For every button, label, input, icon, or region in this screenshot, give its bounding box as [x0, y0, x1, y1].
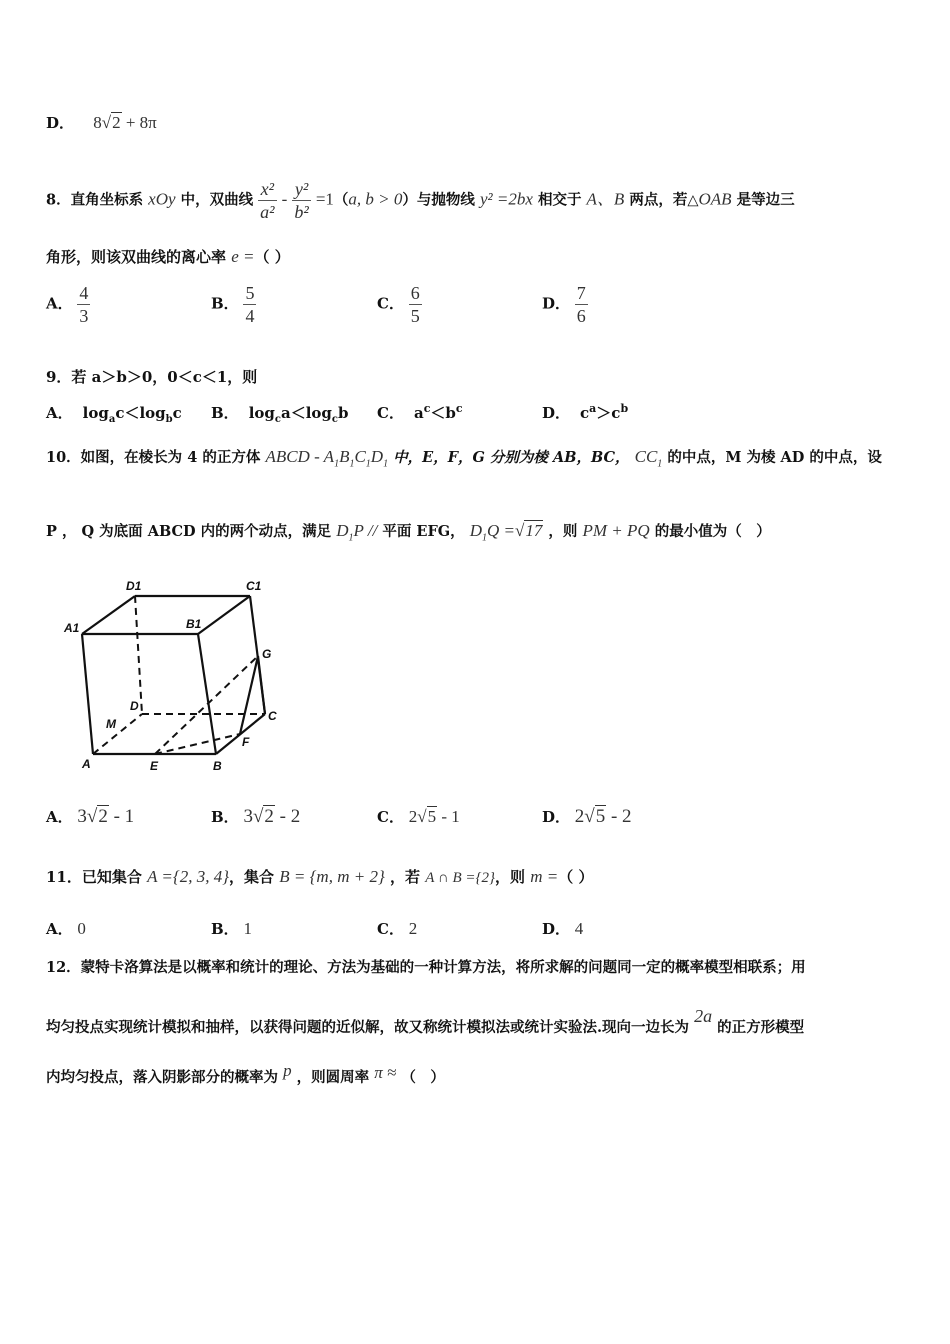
- q8-option-d[interactable]: D． $\frac{7}{6}$: [542, 283, 586, 326]
- label-f: F: [242, 735, 250, 749]
- cube-figure: [60, 572, 290, 772]
- q10-option-a[interactable]: A． 3√2 - 1: [46, 806, 135, 827]
- q11-option-a[interactable]: A． 0: [46, 919, 86, 938]
- set-b: B = {m, m + 2}: [279, 867, 385, 886]
- q10-option-b[interactable]: B． 3√2 - 2: [211, 806, 301, 827]
- fraction-y2-b2: $\frac{\text{y²}}{\text{b²}}$: [294, 179, 309, 222]
- label-e: E: [150, 759, 159, 772]
- label-d: D: [130, 699, 139, 713]
- q8-option-a[interactable]: A． $\frac{4}{3}$: [46, 283, 89, 326]
- edge-a1d1: [82, 596, 135, 634]
- xoy-symbol: xOy: [148, 189, 176, 209]
- q9-option-b[interactable]: B． $\log_ca<\log_cb$: [211, 404, 349, 425]
- label-b1: B1: [186, 617, 202, 631]
- edge-b1b: [198, 634, 216, 754]
- q11-option-c[interactable]: C． 2: [377, 919, 418, 938]
- q9-option-d[interactable]: D． $c^a>c^b$: [542, 402, 629, 422]
- edge-ad-hidden: [93, 714, 142, 754]
- q9-option-a[interactable]: A． $\log_ac<\log_bc$: [46, 404, 182, 425]
- cube-name: ABCD - $A_1B_1C_1D_1$: [265, 447, 389, 470]
- label-d1: D1: [126, 579, 142, 593]
- q8-option-b[interactable]: B． $\frac{5}{4}$: [211, 283, 255, 326]
- option-value: 8√2 + 8π: [93, 113, 157, 132]
- edge-a1a: [82, 634, 93, 754]
- option-label: D．: [46, 114, 75, 132]
- q8-option-c[interactable]: C． $\frac{6}{5}$: [377, 283, 420, 326]
- set-a: A ={2, 3, 4}: [147, 867, 230, 886]
- q7-option-d: [46, 112, 157, 133]
- edge-b1c1: [198, 596, 250, 634]
- q12-stem-line1: 12．蒙特卡洛算法是以概率和统计的理论、方法为基础的一种计算方法，将所求解的问题同一定的概率模型相联系；用: [46, 959, 806, 976]
- q11-stem: 11．已知集合 A ={2, 3, 4}，集合 B = {m, m + 2} ，若 A ∩ B ={2}，则 m =（ ）: [46, 867, 594, 886]
- label-c: C: [268, 709, 277, 723]
- q12-stem-line3: 内均匀投点，落入阴影部分的概率为 p ，则圆周率 π ≈ （ ）: [46, 1061, 445, 1086]
- label-a: A: [82, 757, 91, 771]
- q9-stem: 9．若 a＞b＞0，0＜c＜1，则: [46, 368, 258, 386]
- q10-option-d[interactable]: D． 2√5 - 2: [542, 806, 632, 827]
- fraction-x2-a2: $\frac{\text{x²}}{\text{a²}}$: [260, 179, 275, 222]
- label-a1: A1: [64, 621, 80, 635]
- label-m: M: [106, 717, 116, 731]
- label-c1: C1: [246, 579, 262, 593]
- label-g: G: [262, 647, 272, 661]
- edge-d1d-hidden: [135, 596, 142, 714]
- q9-option-c[interactable]: C． $a^c<b^c$: [377, 402, 463, 422]
- edge-gc: [258, 656, 265, 714]
- q10-stem-line1: 10．如图，在棱长为 4 的正方体 ABCD - $A_1B_1C_1D_1$ 中，E，F，G 分别为棱 AB，BC， $CC_1$ 的中点，M 为棱 AD 的中点，设: [46, 447, 882, 470]
- q8-stem-line2: 角形，则该双曲线的离心率 e =（ ）: [46, 247, 290, 266]
- parabola-equation: y² =2bx: [479, 189, 533, 209]
- q12-stem-line2: 均匀投点实现统计模拟和抽样，以获得问题的近似解，故又称统计模拟法或统计实验法.现向一边长为 2a 的正方形模型: [46, 1006, 805, 1036]
- q11-option-b[interactable]: B． 1: [211, 919, 252, 938]
- q11-option-d[interactable]: D． 4: [542, 919, 584, 938]
- q10-option-c[interactable]: C． 2√5 - 1: [377, 807, 460, 826]
- q8-stem-line1: 8．直角坐标系 xOy 中，双曲线 $\frac{\text{x²}}{\text{a²}}$ - $\frac{\text{y²}}{\text{b²}}$ =1（a, b > 0）与抛物线 y² =2bx 相交于 A、B 两点，若△OAB 是等边三: [46, 179, 795, 222]
- label-b: B: [213, 759, 222, 772]
- q10-stem-line2: P ， Q 为底面 ABCD 内的两个动点，满足 $D_1P$ // 平面 EFG， $D_1Q =√17$ ，则 PM + PQ 的最小值为（ ）: [46, 521, 771, 544]
